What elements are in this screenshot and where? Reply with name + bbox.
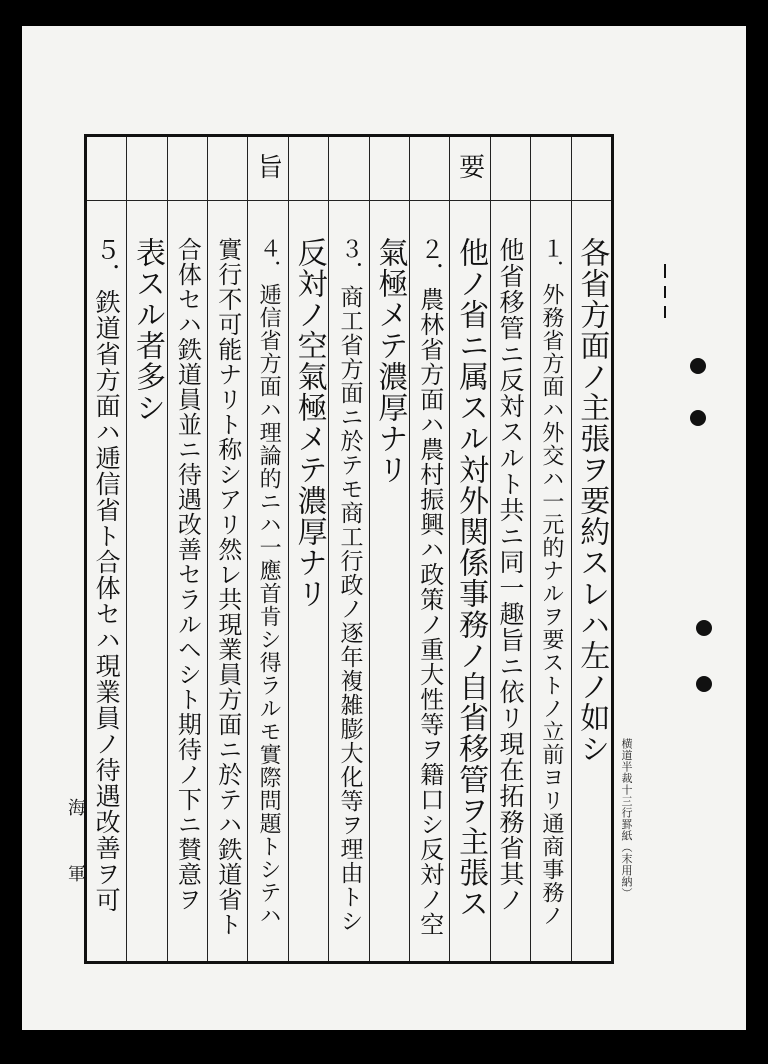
column-13 <box>87 137 126 961</box>
navy-mark: 海軍 <box>65 798 86 930</box>
column-text: 實行不可能ナリト称シアリ然レ共現業員方面ニ於テハ鉄道省ト <box>213 237 242 937</box>
paper-spec-label: 横道半裁十三行罫紙（末用納） <box>620 738 633 899</box>
column-text: ５．鉄道省方面ハ逓信省ト合体セハ現業員ノ待遇改善ヲ可 <box>92 237 122 913</box>
column-text: ２．農林省方面ハ農村振興ハ政策ノ重大性等ヲ籍口シ反対ノ空 <box>415 237 444 937</box>
column-text: 反対ノ空氣極メテ濃厚ナリ <box>291 237 327 609</box>
column-12 <box>126 137 166 961</box>
column-5 <box>409 137 449 961</box>
column-text: 氣極メテ濃厚ナリ <box>372 237 408 485</box>
column-8 <box>288 137 328 961</box>
punch-hole-icon <box>690 358 706 374</box>
column-text: 各省方面ノ主張ヲ要約スレハ左ノ如シ <box>574 237 610 764</box>
column-1 <box>571 137 611 961</box>
punch-hole-icon <box>690 410 706 426</box>
column-text: ４．逓信省方面ハ理論的ニハ一應首肯シ得ラルモ實際問題トシテハ <box>256 237 282 927</box>
ruled-paper-grid <box>84 134 614 964</box>
column-2 <box>530 137 570 961</box>
punch-hole-icon <box>696 620 712 636</box>
binding-tick-icon <box>662 264 668 318</box>
header-marker-shi: 旨 <box>252 153 283 179</box>
column-text: 他省移管ニ反対スルト共ニ同一趣旨ニ依リ現在拓務省其ノ <box>496 237 526 913</box>
column-text: 表スル者多シ <box>130 237 165 423</box>
header-marker-yo: 要 <box>454 153 485 179</box>
column-3 <box>490 137 530 961</box>
column-9 <box>247 137 287 961</box>
column-7 <box>328 137 368 961</box>
punch-hole-icon <box>696 676 712 692</box>
column-text: 他ノ省ニ属スル対外関係事務ノ自省移管ヲ主張ス <box>453 237 489 919</box>
column-6 <box>369 137 409 961</box>
column-text: 合体セハ鉄道員並ニ待遇改善セラルヘシト期待ノ下ニ賛意ヲ <box>173 237 202 912</box>
column-11 <box>167 137 207 961</box>
column-4 <box>449 137 489 961</box>
column-text: ３．商工省方面ニ於テモ商工行政ノ逐年複雑膨大化等ヲ理由トシ <box>336 237 363 933</box>
column-10 <box>207 137 247 961</box>
column-text: １．外務省方面ハ外交ハ一元的ナルヲ要ストノ立前ヨリ通商事務ノ <box>538 237 564 927</box>
